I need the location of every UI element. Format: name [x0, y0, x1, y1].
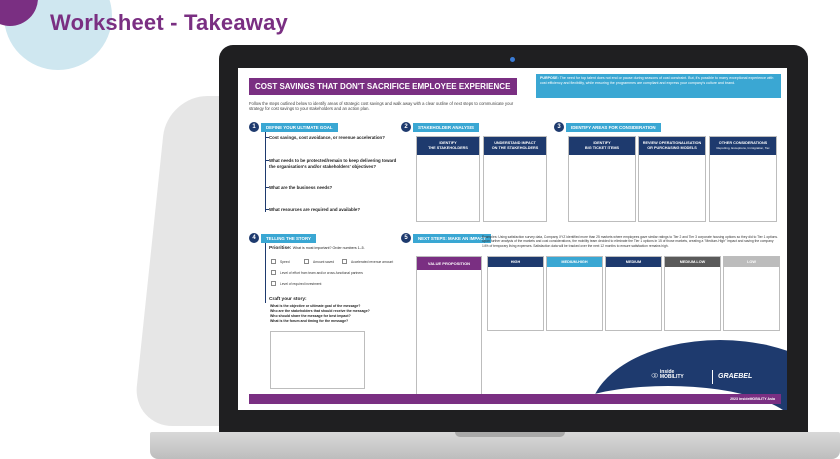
- impact-header: MEDIUM-HIGH: [547, 257, 602, 267]
- column-header: [484, 137, 546, 155]
- prioritise-label: Prioritise:: [269, 246, 292, 251]
- consideration-column: [638, 136, 706, 222]
- impact-column: [546, 256, 603, 331]
- column-header-line: OR PURCHASING MODELS: [647, 146, 697, 150]
- intro-text: Follow the steps outlined below to identify areas of strategic cost savings and walk away with a clear outline of next steps to communicate your strategy for cost savings to your stakeholders and an action plan.: [249, 101, 514, 112]
- impact-column: [723, 256, 780, 331]
- impact-column: [605, 256, 662, 331]
- purpose-text: The need for top talent does not end or pause during seasons of cost constraint. But, it's possible to marry exceptional experience with cost efficiency and flexibility, while ensuring the programmes are compliant and express your company's culture and brand.: [540, 76, 774, 85]
- step-number: 5: [401, 233, 411, 243]
- craft-question: Who are the stakeholders that should receive the message?: [270, 309, 370, 313]
- laptop-screen: [238, 68, 787, 410]
- page-title: Worksheet - Takeaway: [50, 10, 288, 35]
- column-header: [639, 137, 705, 155]
- column-header-line: ON THE STAKEHOLDERS: [491, 146, 539, 150]
- priority-checkbox[interactable]: [271, 281, 321, 286]
- checkbox-box[interactable]: [342, 259, 347, 264]
- step-label: NEXT STEPS: MAKE AN IMPACT: [413, 234, 491, 243]
- priority-checkbox[interactable]: [271, 259, 290, 264]
- impact-header: HIGH: [488, 257, 543, 267]
- step-2-header: [401, 122, 479, 132]
- example-text: Examples: Using satisfaction survey data, Company XYZ identified more than 25 markets where employees gave similar ratings to Tier 2 and Tier 3 corporate housing options so they did to Tier 1 options. Upon further analysis of the markets and cost considerations, the mobility team decided to eliminate the Tier 1 options in 15 of those markets, creating a "Medium-High" impact and saving the company 14% of temporary living expenses. Satisfaction data will be tracked over the next 12 months to ensure satisfaction remains high.: [482, 235, 778, 248]
- value-proposition-column: [416, 256, 482, 400]
- checkbox-label: Level of effort from team and/or cross-functional partners: [280, 270, 363, 275]
- worksheet-header: COST SAVINGS THAT DON'T SACRIFICE EMPLOYEE EXPERIENCE: [249, 78, 517, 95]
- consideration-column: [709, 136, 777, 222]
- impact-header: MEDIUM-LOW: [665, 257, 720, 267]
- step-label: IDENTIFY AREAS FOR CONSIDERATION: [566, 123, 661, 132]
- checkbox-label: Speed: [280, 259, 290, 264]
- impact-header: MEDIUM: [606, 257, 661, 267]
- step-number: 3: [554, 122, 564, 132]
- goal-question: Cost savings, cost avoidance, or revenue acceleration?: [269, 135, 399, 141]
- prioritise-title: [269, 246, 365, 251]
- step-number: 2: [401, 122, 411, 132]
- impact-column: [487, 256, 544, 331]
- craft-question: Who should share the message for best impact?: [270, 314, 351, 318]
- column-header-line: REVIEW OPERATIONALISATION: [642, 141, 702, 145]
- step-label: STAKEHOLDER ANALYSIS: [413, 123, 479, 132]
- step-label: TELLING THE STORY: [261, 234, 316, 243]
- step-4-guide-line: [265, 243, 266, 303]
- checkbox-box[interactable]: [271, 270, 276, 275]
- goal-question: What needs to be protected/remain to keep delivering toward the organisation's and/or stakeholders' objectives?: [269, 158, 399, 169]
- rings-icon: ○○: [651, 370, 656, 380]
- purpose-box: [536, 74, 781, 98]
- laptop-base-notch: [455, 432, 565, 437]
- column-header-line: IDENTIFY: [593, 141, 611, 145]
- column-header-line: IDENTIFY: [439, 141, 457, 145]
- step-5-header: [401, 233, 491, 243]
- consideration-column: [568, 136, 636, 222]
- footer-bar: [249, 394, 781, 404]
- goal-question: What resources are required and available?: [269, 207, 399, 213]
- column-header-sub: Reporting, Exceptions, Immigration, Tax: [716, 146, 770, 150]
- logo-separator: [712, 370, 713, 384]
- column-header-line: THE STAKEHOLDERS: [428, 146, 468, 150]
- stakeholder-column: [416, 136, 480, 222]
- step-4-header: [249, 233, 316, 243]
- craft-question: What is the objective or ultimate goal of the message?: [270, 304, 361, 308]
- column-header: [569, 137, 635, 155]
- column-header-line: BIG TICKET ITEMS: [584, 146, 620, 150]
- column-header: [710, 137, 776, 155]
- checkbox-box[interactable]: [271, 259, 276, 264]
- logo-text: [660, 370, 684, 380]
- checkbox-label: Level of required investment: [280, 281, 322, 286]
- step-number: 1: [249, 122, 259, 132]
- craft-title: Craft your story:: [269, 297, 307, 302]
- stakeholder-column: [483, 136, 547, 222]
- goal-question: What are the business needs?: [269, 185, 399, 191]
- footer-text: 2023 insideMOBILITY Asia: [730, 397, 775, 401]
- value-proposition-header: VALUE PROPOSITION: [417, 257, 481, 270]
- checkbox-label: Amount saved: [313, 259, 335, 264]
- checkbox-label: Accelerated revenue amount: [351, 259, 394, 264]
- step-1-guide-line: [265, 132, 266, 212]
- priority-checkbox[interactable]: [342, 259, 393, 264]
- craft-question: What is the forum and timing for the message?: [270, 319, 349, 323]
- impact-header: LOW: [724, 257, 779, 267]
- column-header-line: OTHER CONSIDERATIONS: [718, 141, 768, 145]
- logo-word: MOBILITY: [659, 374, 684, 380]
- prioritise-hint: What is most important? Order numbers 1–5.: [292, 246, 365, 250]
- step-3-header: [554, 122, 661, 132]
- graebel-logo: GRAEBEL: [718, 373, 753, 380]
- checkbox-box[interactable]: [271, 281, 276, 286]
- impact-column: [664, 256, 721, 331]
- logo-word: inside: [659, 369, 675, 375]
- step-1-header: [249, 122, 338, 132]
- priority-checkbox[interactable]: [304, 259, 334, 264]
- checkbox-box[interactable]: [304, 259, 309, 264]
- camera-icon: [510, 57, 515, 62]
- purpose-label: PURPOSE:: [540, 76, 559, 80]
- column-header-line: UNDERSTAND IMPACT: [494, 141, 536, 145]
- step-number: 4: [249, 233, 259, 243]
- priority-checkbox[interactable]: [271, 270, 363, 275]
- craft-story-textbox[interactable]: [270, 331, 365, 389]
- step-label: DEFINE YOUR ULTIMATE GOAL: [261, 123, 338, 132]
- column-header: [417, 137, 479, 155]
- insidemobility-logo: [651, 370, 684, 380]
